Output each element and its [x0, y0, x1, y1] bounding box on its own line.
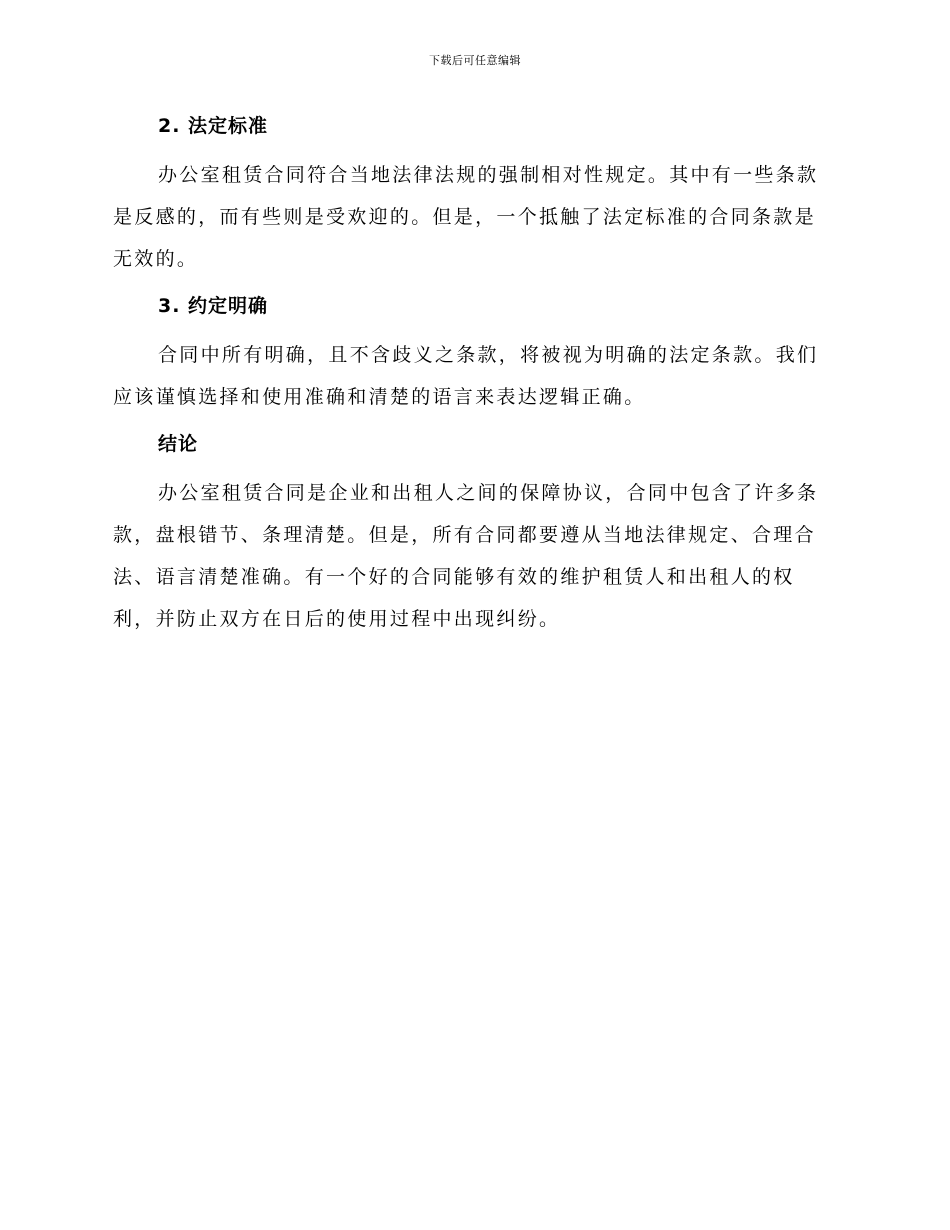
paragraph-line: 合同中所有明确，且不含歧义之条款，将被视为明确的法定条款。我们	[158, 344, 819, 366]
paragraph-line: 办公室租赁合同符合当地法律法规的强制相对性规定。其中有一些条款	[158, 164, 819, 186]
paragraph-line: 利，并防止双方在日后的使用过程中出现纠纷。	[113, 608, 561, 630]
paragraph-line: 办公室租赁合同是企业和出租人之间的保障协议，合同中包含了许多条	[158, 482, 819, 504]
paragraph-line: 款，盘根错节、条理清楚。但是，所有合同都要遵从当地法律规定、合理合	[113, 524, 816, 546]
paragraph-line: 是反感的，而有些则是受欢迎的。但是，一个抵触了法定标准的合同条款是	[113, 206, 816, 228]
section-heading-legal-standard: 2. 法定标准	[158, 115, 269, 137]
section-paragraph-clear-agreement	[113, 334, 833, 418]
page-header: 下载后可任意编辑	[429, 54, 521, 67]
section-heading-conclusion: 结论	[158, 433, 199, 455]
section-paragraph-legal-standard	[113, 154, 833, 280]
paragraph-line: 应该谨慎选择和使用准确和清楚的语言来表达逻辑正确。	[113, 386, 646, 408]
paragraph-line: 法、语言清楚准确。有一个好的合同能够有效的维护租赁人和出租人的权	[113, 566, 795, 588]
section-heading-clear-agreement: 3. 约定明确	[158, 295, 269, 317]
paragraph-line: 无效的。	[113, 248, 199, 270]
section-paragraph-conclusion	[113, 472, 833, 640]
document-body	[113, 110, 833, 650]
